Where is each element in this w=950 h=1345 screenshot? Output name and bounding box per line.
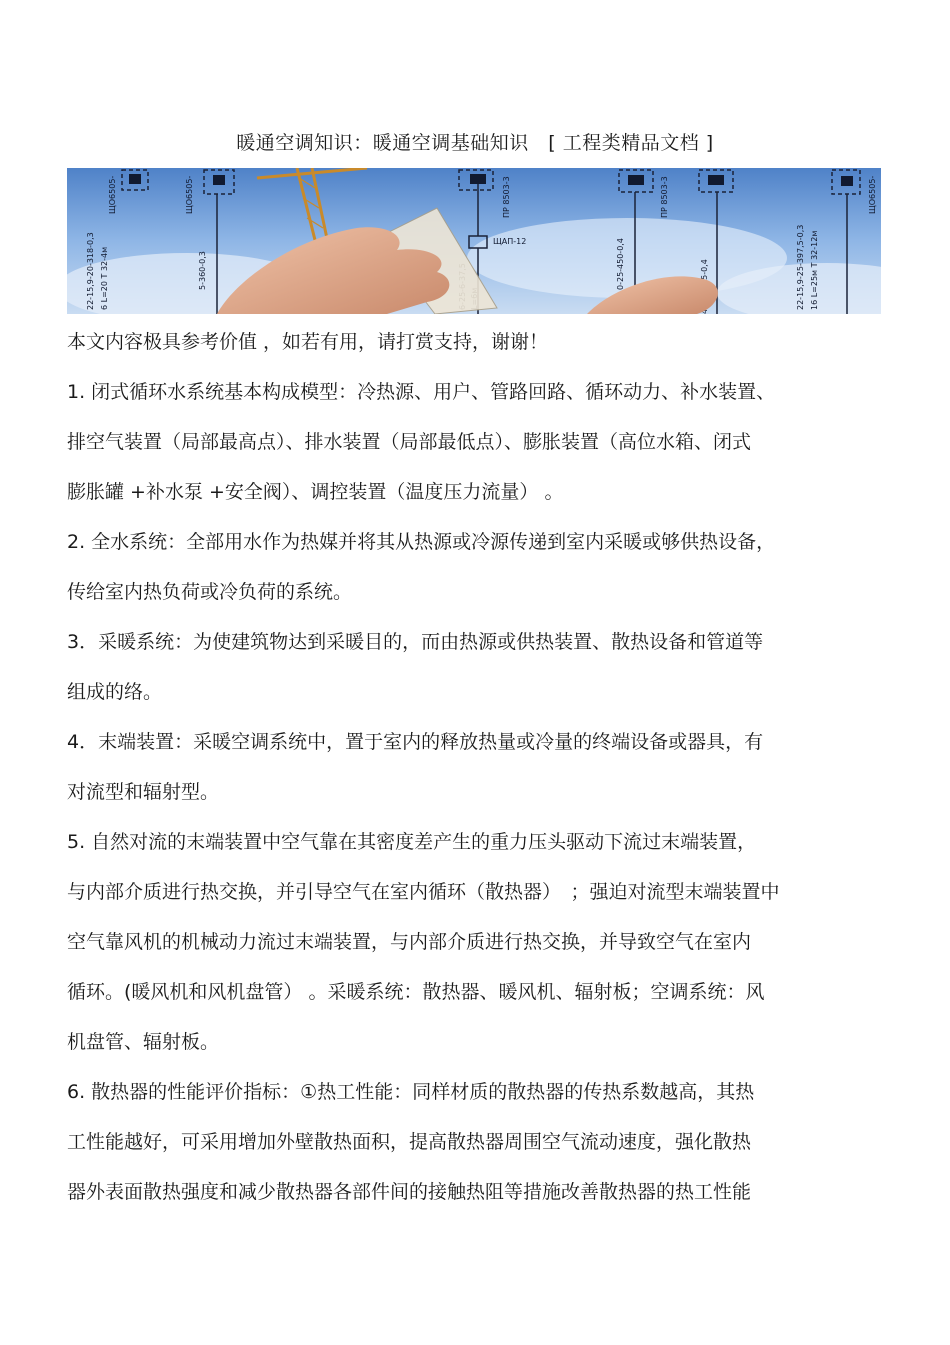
- paragraph-line: 器外表面散热强度和减少散热器各部件间的接触热阻等措施改善散热器的热工性能: [67, 1181, 752, 1203]
- paragraph-line: 5. 自然对流的末端装置中空气靠在其密度差产生的重力压头驱动下流过末端装置，: [67, 831, 757, 853]
- scheme-label: ЩО6505-: [185, 175, 194, 214]
- paragraph-line: 4．末端装置：采暖空调系统中，置于室内的释放热量或冷量的终端设备或器具，有: [67, 731, 764, 753]
- paragraph-line: 传给室内热负荷或冷负荷的系统。: [67, 581, 353, 603]
- scheme-label: ПР 8503-3: [660, 176, 669, 218]
- cable-label: 5-360-0,3: [198, 251, 207, 290]
- cable-label: 0-25-450-0,4: [616, 238, 625, 290]
- paragraph-line: 循环。(暖风机和风机盘管） 。采暖系统：散热器、暖风机、辐射板；空调系统：风: [67, 981, 765, 1003]
- cable-label: 22-15,9-20-318-0,3: [86, 232, 95, 310]
- paragraph-line: 3．采暖系统：为使建筑物达到采暖目的，而由热源或供热装置、散热设备和管道等: [67, 631, 764, 653]
- paragraph-line: 组成的络。: [67, 681, 163, 703]
- banner-image: [67, 168, 881, 314]
- paragraph-line: 2. 全水系统：全部用水作为热媒并将其从热源或冷源传递到室内采暖或够供热设备，: [67, 531, 776, 553]
- cable-label: 16 L=25м T 32-12м: [810, 230, 819, 310]
- intro-line: 本文内容极具参考价值 ，如若有用，请打赏支持，谢谢！: [67, 331, 549, 353]
- paragraph-line: 排空气装置（局部最高点）、排水装置（局部最低点）、膨胀装置（高位水箱、闭式: [67, 431, 752, 453]
- paragraph-line: 与内部介质进行热交换，并引导空气在室内循环（散热器） ；强迫对流型末端装置中: [67, 881, 780, 903]
- paragraph-line: 1. 闭式循环水系统基本构成模型：冷热源、用户、管路回路、循环动力、补水装置、: [67, 381, 776, 403]
- scheme-label: ЩО6505-: [108, 175, 117, 214]
- paragraph-line: 空气靠风机的机械动力流过末端装置，与内部介质进行热交换，并导致空气在室内: [67, 931, 752, 953]
- paragraph-line: 对流型和辐射型。: [67, 781, 220, 803]
- document-title: 暖通空调知识：暖通空调基础知识 [ 工程类精品文档 ]: [236, 132, 714, 154]
- paragraph-line: 6. 散热器的性能评价指标：①热工性能：同样材质的散热器的传热系数越高，其热: [67, 1081, 755, 1103]
- paragraph-line: 工性能越好，可采用增加外壁散热面积，提高散热器周围空气流动速度，强化散热: [67, 1131, 752, 1153]
- paragraph-line: 机盘管、辐射板。: [67, 1031, 220, 1053]
- scheme-label: ЩАП-12: [493, 237, 527, 246]
- cable-label: 6 L=20 T 32-4м: [100, 246, 109, 310]
- paragraph-line: 膨胀罐 +补水泵 +安全阀）、调控装置（温度压力流量） 。: [67, 481, 564, 503]
- cable-label: 22-15,9-25-397,5-0,3: [796, 224, 805, 310]
- scheme-label: ПР 8503-3: [502, 176, 511, 218]
- scheme-label: ЩО6505-: [868, 175, 877, 214]
